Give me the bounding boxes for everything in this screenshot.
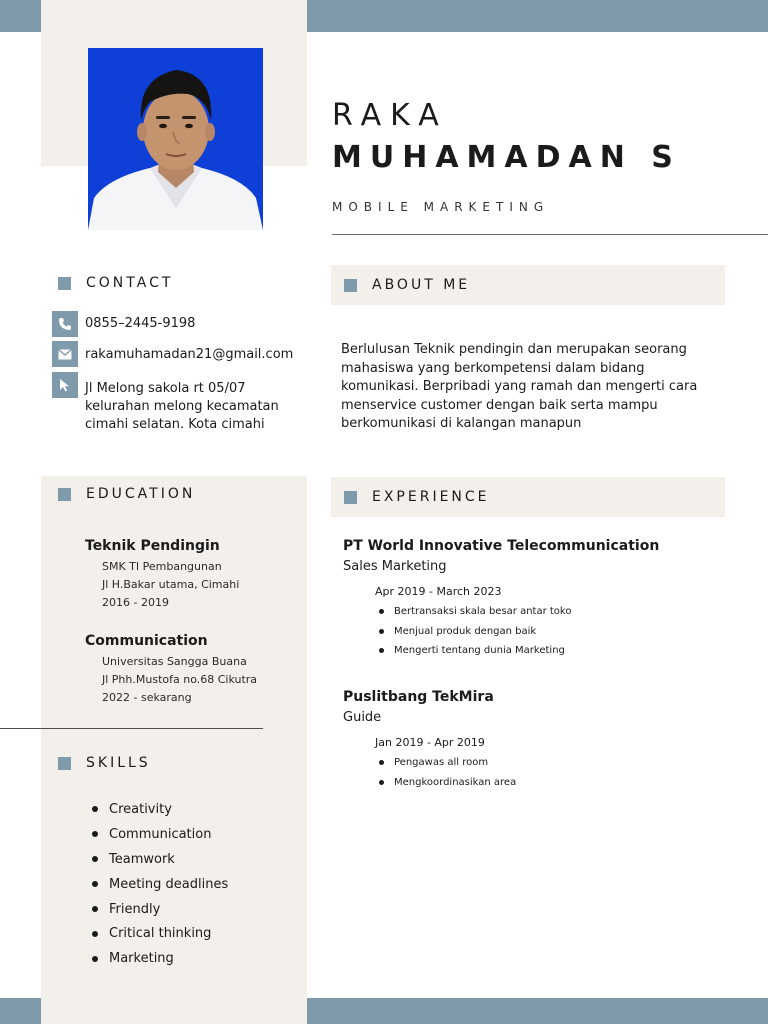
experience-item xyxy=(343,538,743,661)
job-company: Puslitbang TekMira xyxy=(343,689,494,705)
skills-heading xyxy=(58,755,151,771)
skill-item: Critical thinking xyxy=(92,921,228,946)
job-duties xyxy=(343,753,743,792)
bottom-accent-bar xyxy=(307,998,768,1024)
skill-item: Marketing xyxy=(92,946,228,971)
heading-square-icon xyxy=(58,488,71,501)
education-item xyxy=(85,538,239,612)
person-portrait xyxy=(88,48,263,230)
job-position: Sales Marketing xyxy=(343,559,447,574)
job-duty: Menjual produk dengan baik xyxy=(379,622,743,642)
home-address xyxy=(85,380,279,434)
education-heading-label: EDUCATION xyxy=(86,486,196,502)
job-company: PT World Innovative Telecommunication xyxy=(343,538,660,554)
job-duty: Bertransaksi skala besar antar toko xyxy=(379,602,743,622)
experience-heading-label: EXPERIENCE xyxy=(372,489,490,505)
heading-square-icon xyxy=(344,491,357,504)
education-heading xyxy=(58,486,195,502)
about-text xyxy=(341,341,711,434)
address-line: Jl Melong sakola rt 05/07 xyxy=(85,381,246,396)
education-divider xyxy=(0,728,263,729)
job-dates: Jan 2019 - Apr 2019 xyxy=(375,736,485,749)
address-line: cimahi selatan. Kota cimahi xyxy=(85,417,265,432)
skill-item: Friendly xyxy=(92,897,228,922)
top-accent-bar xyxy=(307,0,768,32)
contact-heading-label: CONTACT xyxy=(86,275,174,291)
profile-photo xyxy=(88,48,263,230)
job-duty: Mengerti tentang dunia Marketing xyxy=(379,641,743,661)
education-title: Communication xyxy=(85,633,208,649)
skills-list xyxy=(92,797,228,971)
heading-square-icon xyxy=(58,757,71,770)
job-duty: Mengkoordinasikan area xyxy=(379,773,743,793)
about-line: berkomunikasi di kalangan manapun xyxy=(341,416,582,431)
education-years: 2016 - 2019 xyxy=(102,596,169,609)
experience-heading xyxy=(331,477,725,517)
about-line: komunikasi. Berpribadi yang ramah dan mengerti cara xyxy=(341,379,698,394)
about-heading-label: ABOUT ME xyxy=(372,277,471,293)
bottom-left-bar xyxy=(0,998,41,1024)
mail-icon xyxy=(52,341,78,367)
address-line: kelurahan melong kecamatan xyxy=(85,399,279,414)
job-duties xyxy=(343,602,743,661)
contact-heading xyxy=(58,275,173,291)
about-heading xyxy=(331,265,725,305)
skill-item: Meeting deadlines xyxy=(92,872,228,897)
education-address: Jl H.Bakar utama, Cimahi xyxy=(102,578,240,591)
phone-icon xyxy=(52,311,78,337)
job-role-title: MOBILE MARKETING xyxy=(332,200,550,214)
skill-item: Communication xyxy=(92,822,228,847)
job-dates: Apr 2019 - March 2023 xyxy=(375,585,502,598)
job-position: Guide xyxy=(343,710,382,725)
job-duty: Pengawas all room xyxy=(379,753,743,773)
email-address[interactable]: rakamuhamadan21@gmail.com xyxy=(85,347,294,362)
education-school: SMK TI Pembangunan xyxy=(102,560,222,573)
education-school: Universitas Sangga Buana xyxy=(102,655,247,668)
education-item xyxy=(85,633,257,707)
experience-item xyxy=(343,689,743,792)
skills-heading-label: SKILLS xyxy=(86,755,151,771)
education-title: Teknik Pendingin xyxy=(85,538,220,554)
first-name: RAKA xyxy=(332,98,448,133)
top-left-bar xyxy=(0,0,41,32)
education-years: 2022 - sekarang xyxy=(102,691,192,704)
heading-square-icon xyxy=(58,277,71,290)
skill-item: Creativity xyxy=(92,797,228,822)
cursor-icon xyxy=(52,372,78,398)
skill-item: Teamwork xyxy=(92,847,228,872)
about-line: menservice customer dengan baik serta mampu xyxy=(341,397,658,413)
about-line: Berlulusan Teknik pendingin dan merupakan seorang xyxy=(341,342,687,357)
phone-number[interactable]: 0855–2445-9198 xyxy=(85,316,196,331)
header-divider xyxy=(332,234,768,235)
education-address: Jl Phh.Mustofa no.68 Cikutra xyxy=(102,673,258,686)
heading-square-icon xyxy=(344,279,357,292)
last-name: MUHAMADAN S xyxy=(332,140,681,175)
about-line: mahasiswa yang berkompetensi dalam bidang xyxy=(341,360,645,376)
